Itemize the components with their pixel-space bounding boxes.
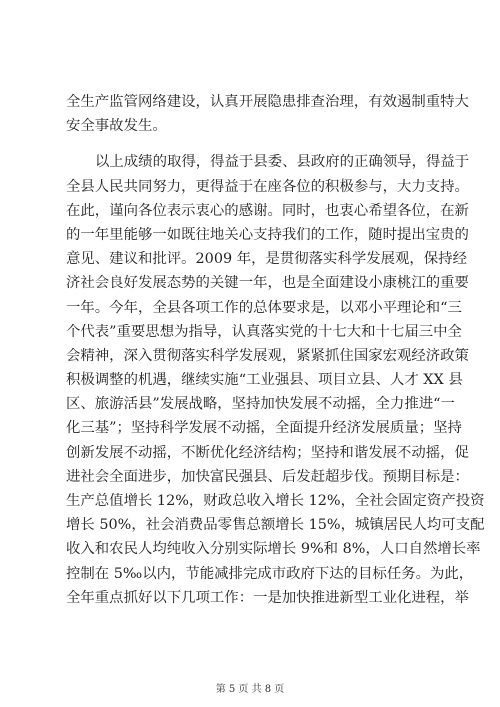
text-line: 会精神，深入贯彻落实科学发展观，紧紧抓住国家宏观经济政策 <box>66 347 469 364</box>
body-text <box>66 90 485 610</box>
text-line: 生产总值增长 12%，财政总收入增长 12%，全社会固定资产投资 <box>66 493 485 509</box>
paragraph-gap <box>66 138 436 150</box>
text-line: 全县人民共同努力，更得益于在座各位的积极参与，大力支持。 <box>66 178 469 195</box>
text-line: 一年。今年，全县各项工作的总体要求是，以邓小平理论和“三 <box>66 299 462 316</box>
text-line: 以上成绩的取得，得益于县委、县政府的正确领导，得益于 <box>95 154 470 171</box>
text-line: 个代表”重要思想为指导，认真落实党的十七大和十七届三中全 <box>66 323 462 340</box>
text-line: 积极调整的机遇，继续实施“工业强县、项目立县、人才 XX 县 <box>66 372 463 389</box>
text-line: 区、旅游活县”发展战略，坚持加快发展不动摇，全力推进“一 <box>66 396 455 413</box>
text-line: 增长 50%，社会消费品零售总额增长 15%，城镇居民人均可支配 <box>66 517 485 534</box>
page-number-footer: 第 5 页 共 8 页 <box>215 684 285 695</box>
text-line: 的一年里能够一如既往地关心支持我们的工作，随时提出宝贵的 <box>66 226 469 243</box>
text-line: 控制在 5‰以内，节能减排完成市政府下达的目标任务。为此， <box>66 565 474 582</box>
text-line: 意见、建议和批评。2009 年，是贯彻落实科学发展观，保持经 <box>66 251 467 268</box>
text-line: 创新发展不动摇，不断优化经济结构；坚持和谐发展不动摇，促 <box>66 444 469 461</box>
text-line: 全生产监管网络建设，认真开展隐患排查治理，有效遏制重特大 <box>66 94 469 110</box>
text-line: 收入和农民人均纯收入分别实际增长 9%和 8%，人口自然增长率 <box>66 541 481 558</box>
text-line: 全年重点抓好以下几项工作：一是加快推进新型工业化进程，举 <box>66 589 469 606</box>
text-line: 化三基”；坚持科学发展不动摇，全面提升经济发展质量；坚持 <box>66 420 462 437</box>
text-line: 在此，谨向各位表示衷心的感谢。同时，也衷心希望各位，在新 <box>66 202 469 219</box>
text-line: 济社会良好发展态势的关键一年，也是全面建设小康桃江的重要 <box>66 275 469 292</box>
text-line: 进社会全面进步，加快富民强县、后发赶超步伐。预期目标是： <box>66 468 469 485</box>
text-line: 安全事故发生。 <box>66 118 167 135</box>
